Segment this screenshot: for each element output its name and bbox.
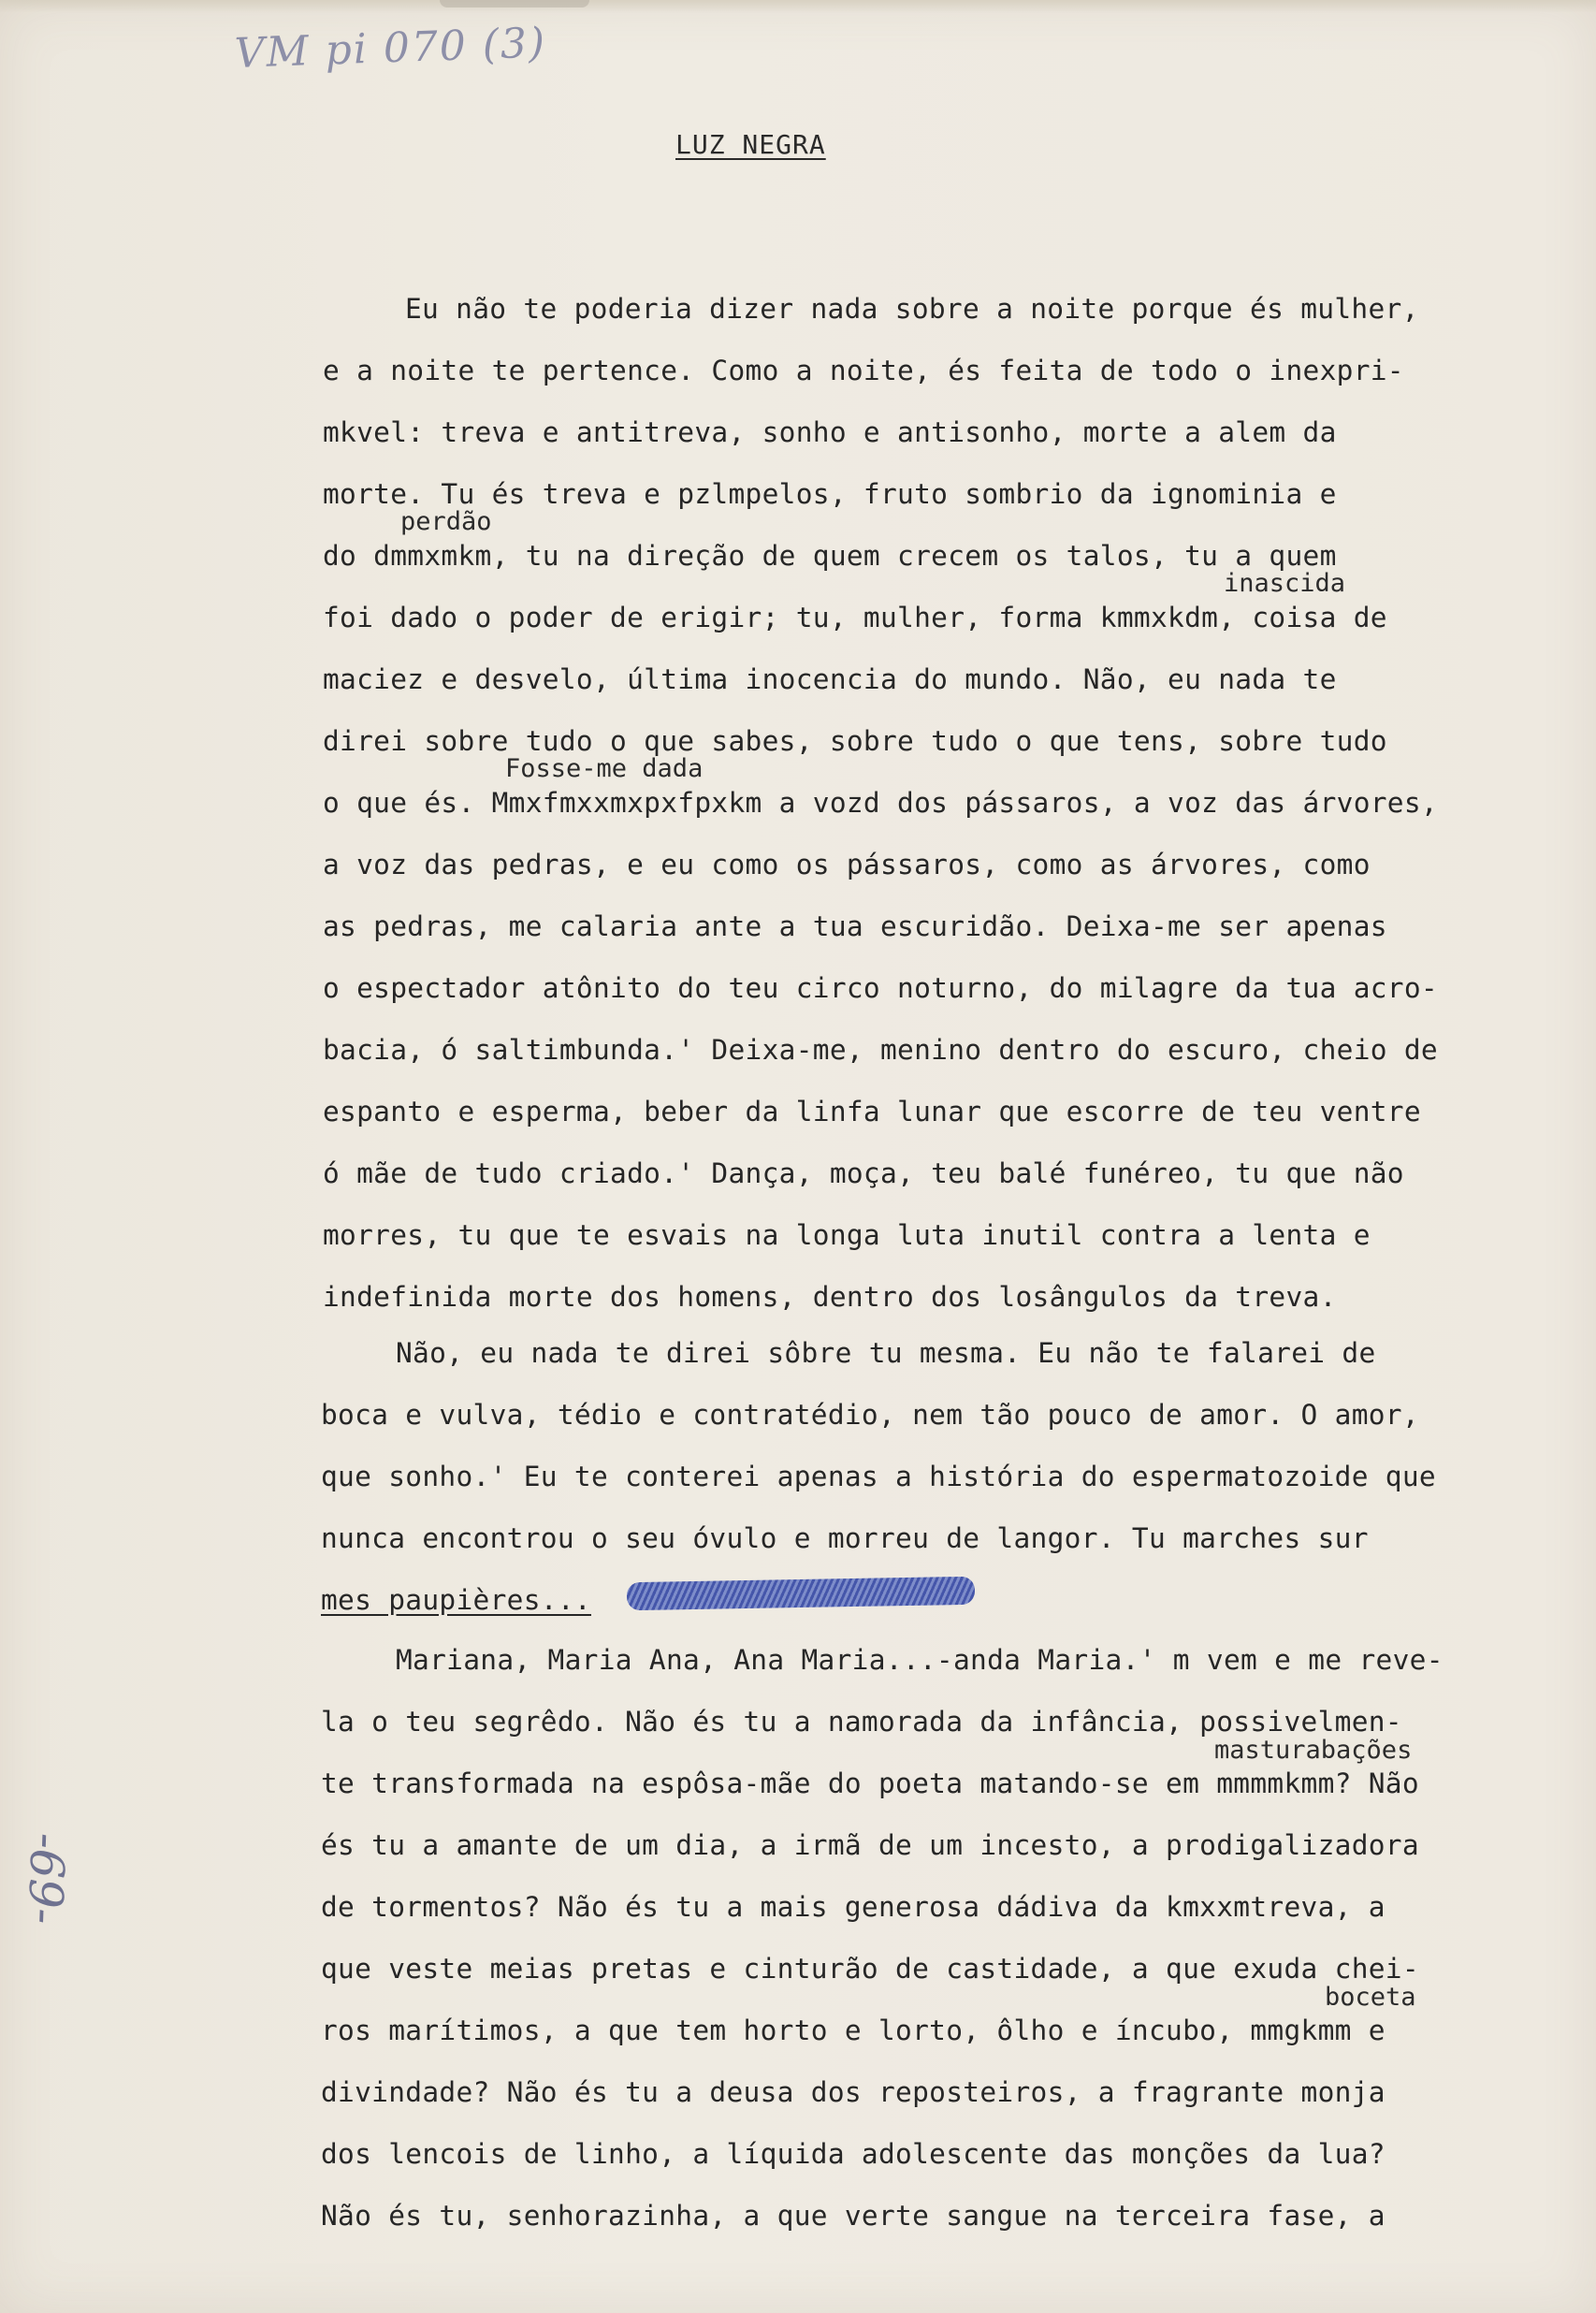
text-line: a voz das pedras, e eu como os pássaros, como as árvores, como: [323, 849, 1371, 880]
text-line: Não és tu, senhorazinha, a que verte sangue na terceira fase, a: [321, 2200, 1386, 2232]
text-line: indefinida morte dos homens, dentro dos losângulos da treva.: [323, 1281, 1337, 1313]
margin-page-number-handwritten: -69-: [17, 1831, 75, 1926]
text-line: o espectador atônito do teu circo noturno, do milagre da tua acro-: [323, 972, 1438, 1004]
text-line: e a noite te pertence. Como a noite, és feita de todo o inexpri-: [323, 355, 1404, 386]
text-line: que veste meias pretas e cinturão de castidade, a que exuda chei-: [321, 1953, 1419, 1985]
text-line: ó mãe de tudo criado.' Dança, moça, teu balé funéreo, tu que não: [323, 1157, 1404, 1189]
text-line: foi dado o poder de erigir; tu, mulher, forma kmmxkdm, coisa de: [323, 602, 1387, 633]
text-line: te transformada na espôsa-mãe do poeta matando-se em mmmmkmm? Não: [321, 1767, 1419, 1799]
text-line: mkvel: treva e antitreva, sonho e antisonho, morte a alem da: [323, 416, 1337, 448]
text-line: nunca encontrou o seu óvulo e morreu de langor. Tu marches sur: [321, 1522, 1369, 1554]
page-title: LUZ NEGRA: [675, 129, 826, 160]
text-line: Eu não te poderia dizer nada sobre a noite porque és mulher,: [405, 293, 1419, 325]
text-line: dos lencois de linho, a líquida adolescente das monções da lua?: [321, 2138, 1386, 2170]
archive-reference-handwritten: VM pi 070 (3): [234, 19, 547, 78]
blue-ink-strikeout: [627, 1577, 975, 1610]
interlinear-correction: inascida: [1224, 569, 1346, 598]
text-line: Não, eu nada te direi sôbre tu mesma. Eu não te falarei de: [396, 1337, 1376, 1369]
text-line: és tu a amante de um dia, a irmã de um incesto, a prodigalizadora: [321, 1829, 1419, 1861]
text-line: ros marítimos, a que tem horto e lorto, ôlho e íncubo, mmgkmm e: [321, 2015, 1386, 2046]
interlinear-correction: boceta: [1325, 1983, 1416, 2012]
text-line: bacia, ó saltimbunda.' Deixa-me, menino dentro do escuro, cheio de: [323, 1034, 1438, 1066]
text-line: que sonho.' Eu te conterei apenas a história do espermatozoide que: [321, 1461, 1436, 1492]
text-line: la o teu segrêdo. Não és tu a namorada da infância, possivelmen-: [321, 1706, 1402, 1738]
text-line: morres, tu que te esvais na longa luta inutil contra a lenta e: [323, 1219, 1371, 1251]
text-line: divindade? Não és tu a deusa dos reposteiros, a fragrante monja: [321, 2076, 1386, 2108]
text-line: as pedras, me calaria ante a tua escuridão. Deixa-me ser apenas: [323, 910, 1387, 942]
interlinear-correction: perdão: [400, 507, 492, 536]
text-line: Mariana, Maria Ana, Ana Maria...-anda Maria.' m vem e me reve-: [396, 1644, 1444, 1676]
text-line: direi sobre tudo o que sabes, sobre tudo o que tens, sobre tudo: [323, 725, 1387, 757]
text-line: de tormentos? Não és tu a mais generosa dádiva da kmxxmtreva, a: [321, 1891, 1386, 1923]
interlinear-correction: Fosse-me dada: [505, 754, 704, 783]
text-line: maciez e desvelo, última inocencia do mundo. Não, eu nada te: [323, 663, 1337, 695]
text-line: o que és. Mmxfmxxmxpxfpxkm a vozd dos pássaros, a voz das árvores,: [323, 787, 1438, 819]
text-line: espanto e esperma, beber da linfa lunar que escorre de teu ventre: [323, 1096, 1421, 1127]
text-line: morte. Tu és treva e pzlmpelos, fruto sombrio da ignominia e: [323, 478, 1337, 510]
paper-top-edge: [0, 0, 1596, 13]
interlinear-correction: masturabações: [1214, 1736, 1413, 1765]
text-line-french-quote: mes paupières...: [321, 1584, 591, 1616]
text-line: boca e vulva, tédio e contratédio, nem tão pouco de amor. O amor,: [321, 1399, 1419, 1431]
text-line: do dmmxmkm, tu na direção de quem crecem os talos, tu a quem: [323, 540, 1337, 572]
